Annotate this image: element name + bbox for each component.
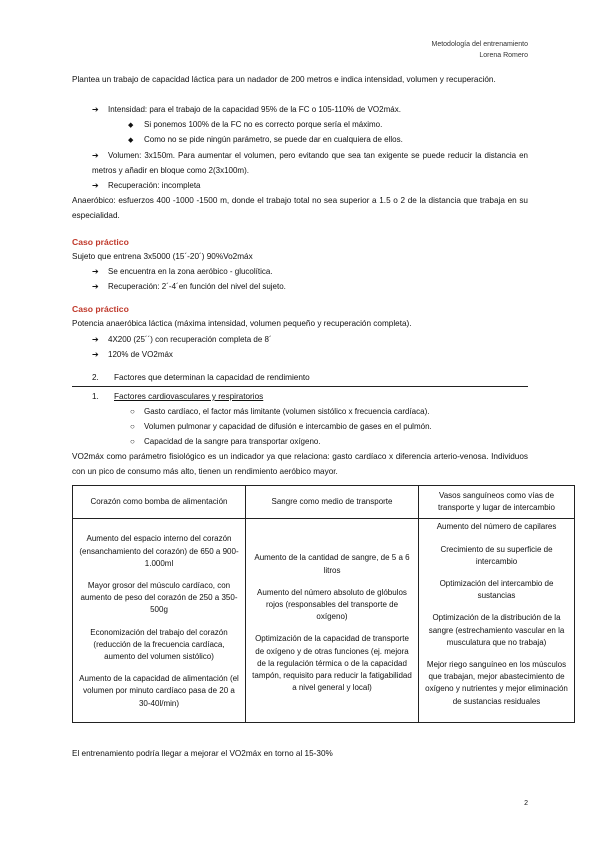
bullet-text: Si ponemos 100% de la FC no es correcto porque sería el máximo. bbox=[144, 120, 383, 129]
table-header-row bbox=[73, 486, 575, 519]
footer-text: El entrenamiento podría llegar a mejorar el VO2máx en torno al 15-30% bbox=[72, 749, 333, 758]
item-text: Gasto cardíaco, el factor más limitante (volumen sistólico x frecuencia cardíaca). bbox=[144, 407, 430, 416]
recovery-item bbox=[92, 178, 201, 193]
item-text: Recuperación: 2´-4´en función del nivel del sujeto. bbox=[108, 282, 286, 291]
subsection-item bbox=[130, 404, 429, 419]
subsection-item bbox=[130, 434, 321, 449]
section-number: 2. bbox=[92, 373, 99, 382]
intensity-bullet bbox=[128, 132, 403, 148]
subsection-item bbox=[130, 419, 432, 434]
case2-text: Potencia anaeróbica láctica (máxima intensidad, volumen pequeño y recuperación completa). bbox=[72, 319, 412, 328]
item-text: Volumen pulmonar y capacidad de difusión e intercambio de gases en el pulmón. bbox=[144, 422, 432, 431]
table-header-cell: Vasos sanguíneos como vías de transporte y lugar de intercambio bbox=[419, 486, 575, 519]
subsection-title: Factores cardiovasculares y respiratorios bbox=[114, 392, 264, 401]
circle-icon: ○ bbox=[130, 407, 135, 416]
page-number: 2 bbox=[524, 800, 528, 807]
intensity-text: Intensidad: para el trabajo de la capacidad 95% de la FC o 105-110% de VO2máx. bbox=[108, 105, 401, 114]
item-text: Se encuentra en la zona aeróbico - glucolítica. bbox=[108, 267, 273, 276]
arrow-icon: ➔ bbox=[92, 282, 99, 291]
section-heading bbox=[92, 371, 310, 385]
vo2-paragraph: VO2máx como parámetro fisiológico es un indicador ya que relaciona: gasto cardíaco x diferencia arterio-venosa. Individuos con un pico de consumo más alto, tienen un rendimiento aeróbico mayor. bbox=[72, 452, 528, 476]
case1-item bbox=[92, 264, 273, 279]
arrow-icon: ➔ bbox=[92, 151, 99, 160]
table-entry: Aumento del número absoluto de glóbulos rojos (responsables del transporte de oxígeno) bbox=[257, 587, 407, 622]
arrow-icon: ➔ bbox=[92, 181, 99, 190]
subsection-heading bbox=[92, 390, 263, 404]
table-entry: Aumento del espacio interno del corazón (ensanchamiento del corazón) de 650 a 900-1.000ml bbox=[79, 534, 239, 568]
table-cell-col3 bbox=[419, 519, 575, 722]
item-text: Capacidad de la sangre para transportar oxígeno. bbox=[144, 437, 321, 446]
table-header-cell: Sangre como medio de transporte bbox=[246, 486, 419, 519]
section-divider bbox=[72, 386, 528, 387]
table-entry: Optimización del intercambio de sustancias bbox=[439, 579, 554, 601]
arrow-icon: ➔ bbox=[92, 105, 99, 114]
intensity-item bbox=[92, 102, 401, 117]
table-row bbox=[73, 519, 575, 722]
section-title: Factores que determinan la capacidad de rendimiento bbox=[114, 373, 310, 382]
arrow-icon: ➔ bbox=[92, 335, 99, 344]
recovery-text: Recuperación: incompleta bbox=[108, 181, 201, 190]
table-cell-col1 bbox=[73, 519, 246, 722]
case2-title: Caso práctico bbox=[72, 304, 129, 314]
case1-item bbox=[92, 279, 286, 294]
circle-icon: ○ bbox=[130, 437, 135, 446]
diamond-icon: ◆ bbox=[128, 137, 134, 144]
intensity-bullet bbox=[128, 117, 382, 133]
table-cell-col2 bbox=[246, 519, 419, 722]
case1-text: Sujeto que entrena 3x5000 (15´-20´) 90%Vo2máx bbox=[72, 252, 253, 261]
anaerobic-paragraph: Anaeróbico: esfuerzos 400 -1000 -1500 m, donde el trabajo total no sea superior a 1.5 o 2 de la distancia que trabaja en su especialidad. bbox=[72, 196, 528, 220]
doc-header bbox=[431, 39, 528, 61]
table-header-cell: Corazón como bomba de alimentación bbox=[73, 486, 246, 519]
case2-item bbox=[92, 332, 272, 347]
case2-item bbox=[92, 347, 173, 362]
case1-title: Caso práctico bbox=[72, 237, 129, 247]
volume-text: Volumen: 3x150m. Para aumentar el volumen, pero evitando que sea tan exigente se puede reducir la distancia en metros y añadir en bloque como 2(3x100m). bbox=[92, 151, 528, 175]
table-entry: Mayor grosor del músculo cardíaco, con aumento de peso del corazón de 250 a 350-500g bbox=[80, 581, 238, 615]
item-text: 120% de VO2máx bbox=[108, 350, 173, 359]
bullet-text: Como no se pide ningún parámetro, se puede dar en cualquiera de ellos. bbox=[144, 135, 403, 144]
comparison-table bbox=[72, 485, 575, 723]
intro-paragraph: Plantea un trabajo de capacidad láctica para un nadador de 200 metros e indica intensidad, volumen y recuperación. bbox=[72, 75, 496, 84]
table-entry: Aumento del número de capilares bbox=[436, 522, 557, 532]
diamond-icon: ◆ bbox=[128, 122, 134, 129]
volume-item bbox=[92, 148, 528, 178]
item-text: 4X200 (25´´) con recuperación completa de 8´ bbox=[108, 335, 272, 344]
table-entry: Aumento de la cantidad de sangre, de 5 a 6 litros bbox=[254, 553, 410, 575]
circle-icon: ○ bbox=[130, 422, 135, 431]
subsection-number: 1. bbox=[92, 392, 99, 401]
table-entry: Aumento de la capacidad de alimentación (el volumen por minuto cardíaco pasa de 20 a 30-40l/min) bbox=[79, 674, 239, 708]
table-entry: Optimización de la capacidad de transporte de oxígeno y de otras funciones (ej. mejora de la regulación térmica o de la capacidad tampón, requisito para reducir la fatigabilidad a nivel general y local) bbox=[252, 634, 412, 693]
table-entry: Crecimiento de su superficie de intercambio bbox=[440, 544, 553, 566]
arrow-icon: ➔ bbox=[92, 267, 99, 276]
table-entry: Optimización de la distribución de la sangre (estrechamiento vascular en la musculatura que no trabaja) bbox=[428, 613, 565, 647]
arrow-icon: ➔ bbox=[92, 350, 99, 359]
header-author: Lorena Romero bbox=[479, 52, 528, 59]
table-entry: Economización del trabajo del corazón (reducción de la frecuencia cardíaca, aumento del volumen sistólico) bbox=[90, 627, 228, 662]
table-entry: Mejor riego sanguíneo en los músculos que trabajan, mejor abastecimiento de oxígeno y nutrientes y mejor eliminación de sustancias residuales bbox=[425, 660, 568, 706]
header-title: Metodología del entrenamiento bbox=[431, 41, 528, 48]
